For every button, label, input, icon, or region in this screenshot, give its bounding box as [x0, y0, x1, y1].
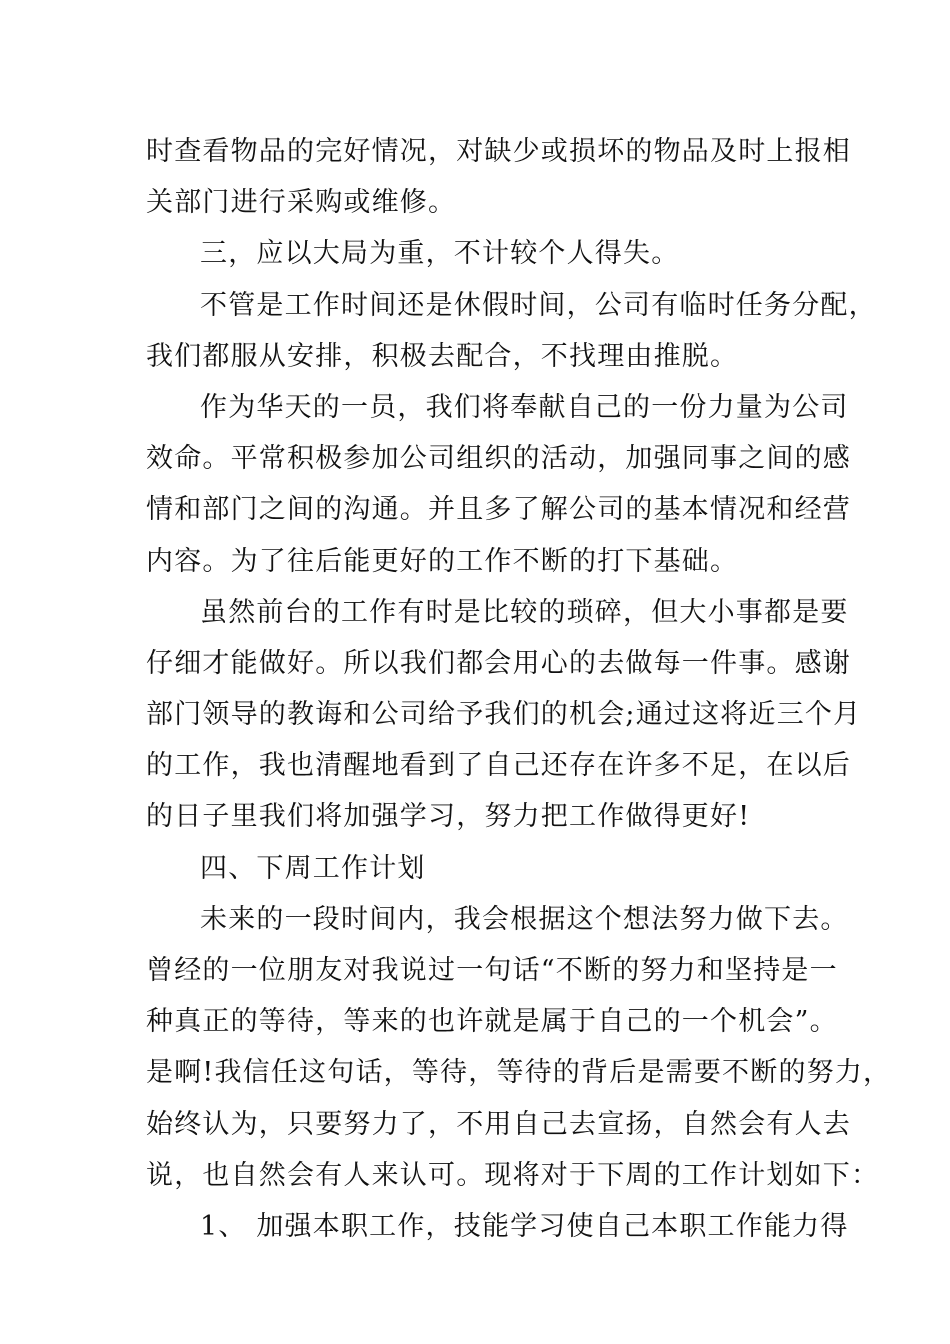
text-line: 1、 加强本职工作，技能学习使自己本职工作能力得 [200, 1210, 849, 1242]
text-line: 曾经的一位朋友对我说过一句话“不断的努力和坚持是一 [146, 955, 838, 986]
text-line: 的日子里我们将加强学习，努力把工作做得更好! [146, 801, 751, 833]
text-line: 始终认为，只要努力了，不用自己去宣扬，自然会有人去 [146, 1108, 851, 1140]
text-line: 虽然前台的工作有时是比较的琐碎，但大小事都是要 [200, 596, 849, 628]
text-line: 部门领导的教诲和公司给予我们的机会;通过这将近三个月 [146, 699, 862, 731]
text-line: 作为华天的一员，我们将奉献自己的一份力量为公司 [200, 391, 849, 423]
text-line: 说，也自然会有人来认可。现将对于下周的工作计划如下： [146, 1159, 880, 1191]
text-line: 未来的一段时间内，我会根据这个想法努力做下去。 [200, 903, 849, 935]
text-line: 仔细才能做好。所以我们都会用心的去做每一件事。感谢 [146, 647, 851, 679]
text-line: 种真正的等待，等来的也许就是属于自己的一个机会”。 [146, 1006, 838, 1038]
text-line: 的工作，我也清醒地看到了自己还存在许多不足，在以后 [146, 750, 851, 782]
text-line: 三，应以大局为重，不计较个人得失。 [200, 238, 680, 270]
text-line: 四、下周工作计划 [200, 852, 426, 884]
text-line: 不管是工作时间还是休假时间，公司有临时任务分配， [200, 289, 877, 321]
text-line: 内容。为了往后能更好的工作不断的打下基础。 [146, 545, 739, 577]
text-line: 我们都服从安排，积极去配合，不找理由推脱。 [146, 340, 739, 372]
document-body [146, 126, 892, 1252]
text-line: 是啊!我信任这句话，等待，等待的背后是需要不断的努力， [146, 1057, 892, 1089]
text-line: 效命。平常积极参加公司组织的活动，加强同事之间的感 [146, 443, 851, 475]
text-line: 时查看物品的完好情况，对缺少或损坏的物品及时上报相 [146, 136, 851, 167]
text-line: 情和部门之间的沟通。并且多了解公司的基本情况和经营 [146, 494, 851, 526]
text-line: 关部门进行采购或维修。 [146, 187, 457, 219]
